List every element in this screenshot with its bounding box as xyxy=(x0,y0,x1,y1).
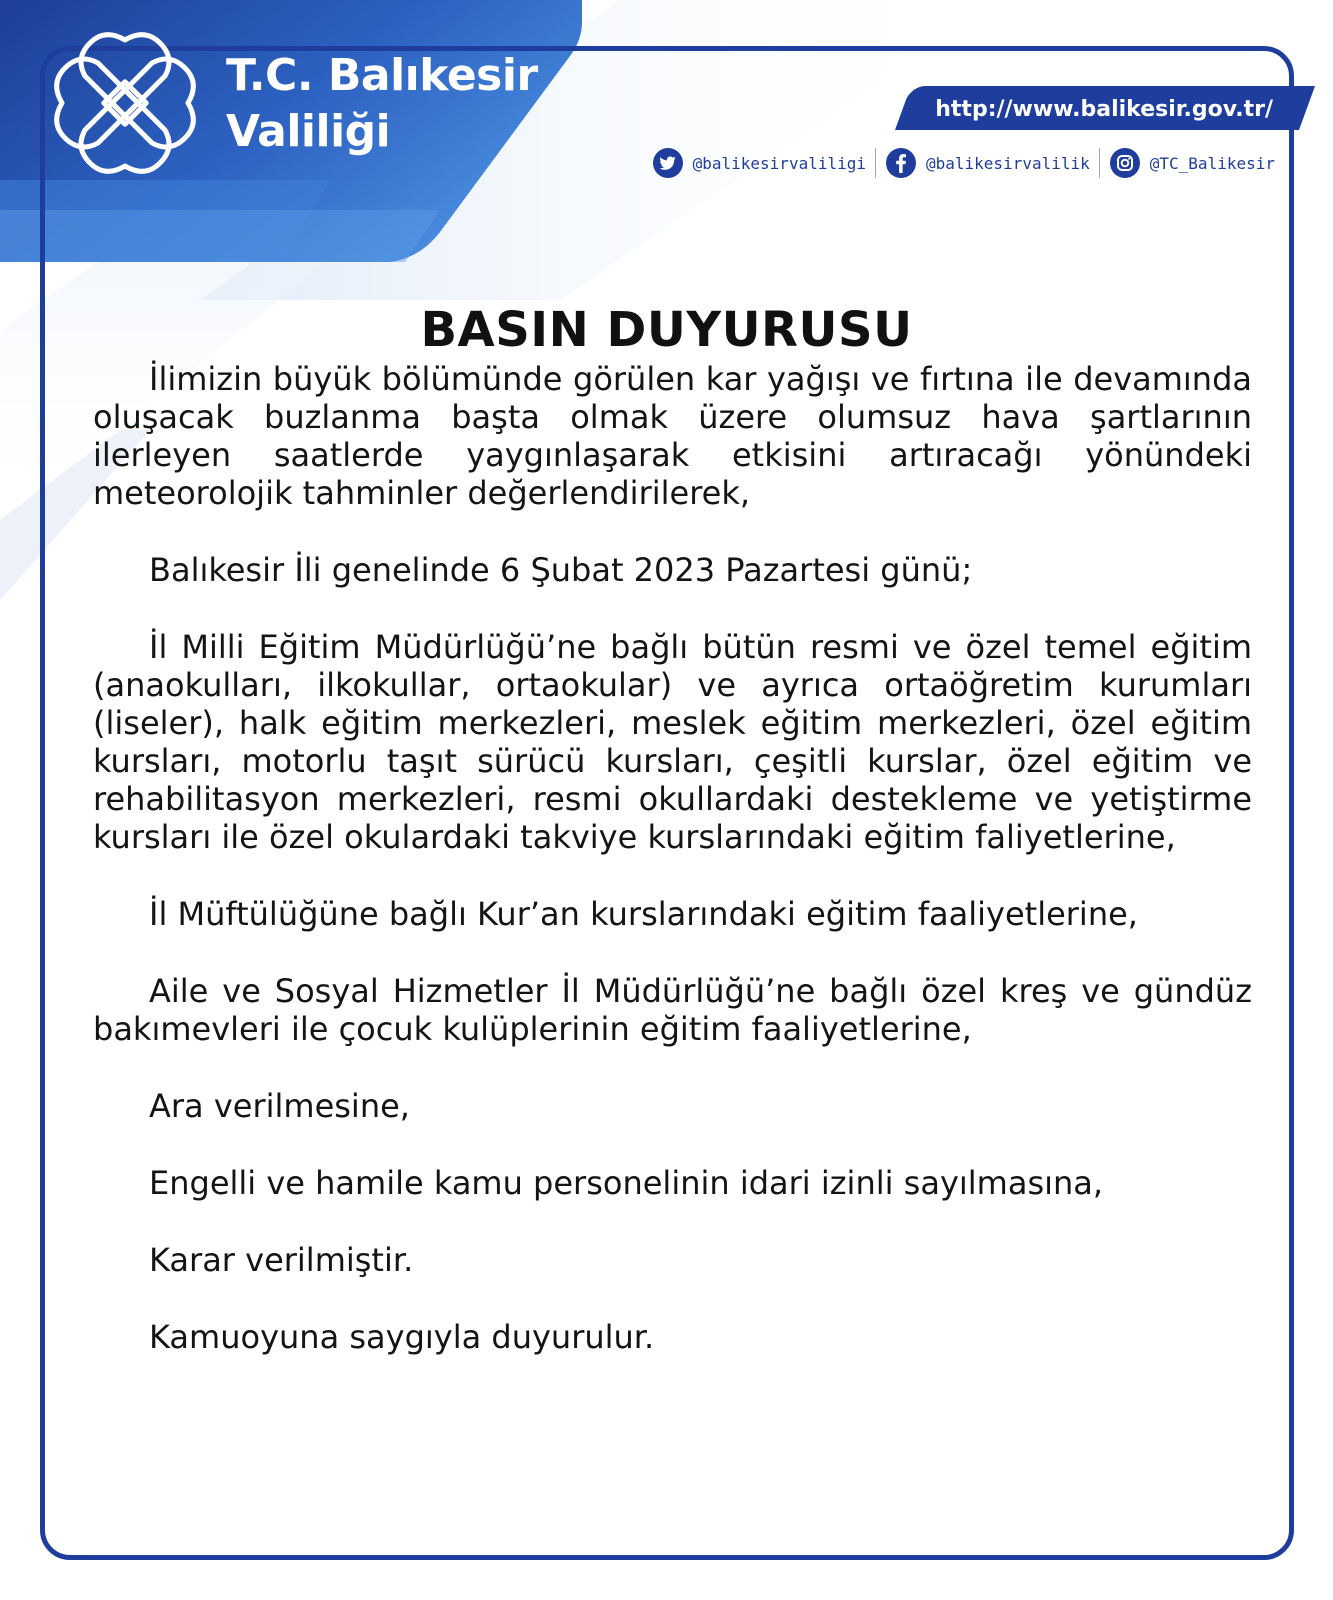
org-name-line2: Valiliği xyxy=(226,106,391,157)
social-divider xyxy=(1099,148,1100,178)
twitter-icon xyxy=(652,147,684,179)
social-divider xyxy=(875,148,876,178)
paragraph: Balıkesir İli genelinde 6 Şubat 2023 Pazartesi günü; xyxy=(149,551,973,589)
paragraph: İlimizin büyük bölümünde görülen kar yağışı ve fırtına ile devamında oluşacak buzlanma başta olmak üzere olumsuz hava şartlarının ilerleyen saatlerde yaygınlaşarak etkisini artıracağı yönündeki meteorolojik tahminler değerlendirilerek, xyxy=(93,360,1252,512)
facebook-handle: @balikesirvalilik xyxy=(926,153,1090,173)
paragraph: Engelli ve hamile kamu personelinin idari izinli sayılmasına, xyxy=(149,1164,1104,1202)
paragraph: İl Milli Eğitim Müdürlüğü’ne bağlı bütün resmi ve özel temel eğitim (anaokulları, ilkokullar, ortaokular) ve ayrıca ortaöğretim kurumları (liseler), halk eğitim merkezleri, meslek eğitim merkezleri, özel eğitim kursları, motorlu taşıt sürücü kursları, çeşitli kurslar, özel eğitim ve rehabilitasyon merkezleri, resmi okullardaki destekleme ve yetiştirme kursları ile özel okulardaki takviye kurslarındaki eğitim faliyetlerine, xyxy=(93,628,1252,856)
instagram-handle: @TC_Balikesir xyxy=(1149,153,1275,173)
paragraph: Ara verilmesine, xyxy=(149,1087,410,1125)
organization-name xyxy=(226,48,538,160)
org-name-line1: T.C. Balıkesir xyxy=(226,50,538,101)
page-title: BASIN DUYURUSU xyxy=(420,302,913,359)
paragraph: Aile ve Sosyal Hizmetler İl Müdürlüğü’ne bağlı özel kreş ve gündüz bakımevleri ile çocuk kulüplerinin eğitim faaliyetlerine, xyxy=(93,972,1252,1048)
social-twitter[interactable] xyxy=(652,147,866,179)
website-url-link[interactable]: http://www.balikesir.gov.tr/ xyxy=(935,97,1273,122)
announcement-body xyxy=(93,360,1252,1395)
instagram-icon xyxy=(1109,147,1141,179)
social-instagram[interactable] xyxy=(1109,147,1275,179)
social-facebook[interactable] xyxy=(885,147,1090,179)
twitter-handle: @balikesirvaliligi xyxy=(692,153,866,173)
social-media-bar xyxy=(652,146,1275,180)
facebook-icon xyxy=(885,147,917,179)
paragraph: İl Müftülüğüne bağlı Kur’an kurslarındaki eğitim faaliyetlerine, xyxy=(149,895,1138,933)
paragraph: Kamuoyuna saygıyla duyurulur. xyxy=(149,1318,655,1356)
paragraph: Karar verilmiştir. xyxy=(149,1241,414,1279)
valilik-logo-icon xyxy=(50,28,200,178)
